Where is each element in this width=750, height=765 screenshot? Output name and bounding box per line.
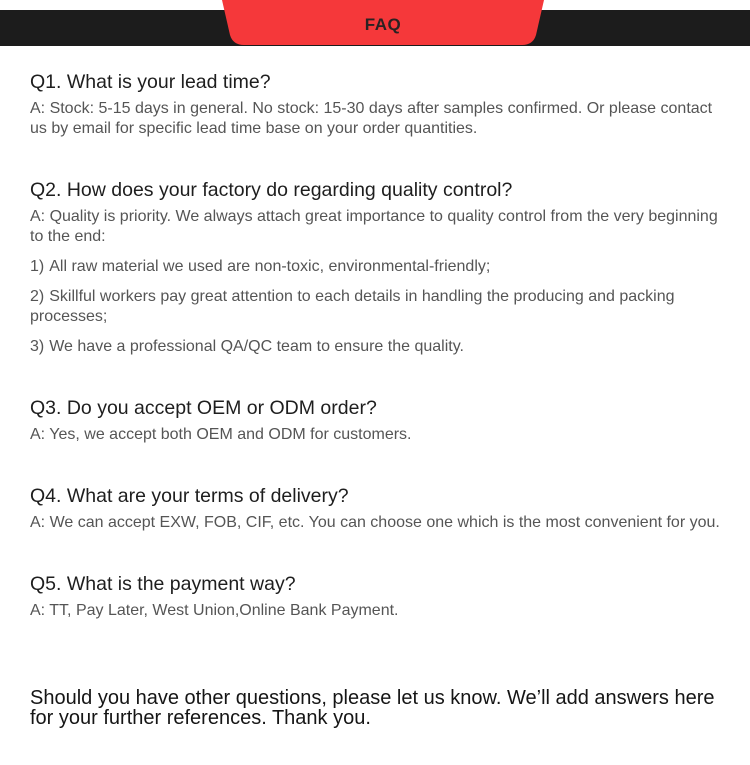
faq-item-4 (30, 484, 720, 533)
faq-list-item-text: All raw material we used are non-toxic, environmental-friendly; (49, 258, 491, 275)
faq-list-item-number: 1) (30, 258, 45, 275)
faq-list (30, 70, 720, 621)
faq-question: Q5. What is the payment way? (30, 573, 296, 595)
faq-list-item-text: We have a professional QA/QC team to ensure the quality. (49, 338, 464, 355)
faq-tab (222, 0, 544, 47)
faq-list-item (30, 257, 720, 277)
faq-question: Q1. What is your lead time? (30, 71, 271, 93)
faq-list-item-number: 2) (30, 288, 45, 305)
faq-answer: A: TT, Pay Later, West Union,Online Bank Payment. (30, 602, 399, 619)
faq-list-item (30, 337, 720, 357)
faq-item-3 (30, 396, 720, 445)
faq-item-2 (30, 178, 720, 357)
faq-list-item-number: 3) (30, 338, 45, 355)
faq-list-item-text: Skillful workers pay great attention to each details in handling the producing and packing processes; (30, 288, 675, 325)
faq-answer: A: Stock: 5-15 days in general. No stock: 15-30 days after samples confirmed. Or please contact us by email for specific lead time base on your order quantities. (30, 100, 713, 137)
faq-title: FAQ (364, 15, 402, 34)
faq-list-item (30, 287, 720, 327)
faq-item-1 (30, 70, 720, 139)
faq-answer: A: Quality is priority. We always attach great importance to quality control from the very beginning to the end: (30, 208, 718, 245)
faq-answer: A: We can accept EXW, FOB, CIF, etc. You can choose one which is the most convenient for you. (30, 514, 720, 531)
closing-note: Should you have other questions, please let us know. We’ll add answers here for your further references. Thank you. (30, 687, 715, 729)
faq-item-5 (30, 572, 720, 621)
faq-question: Q4. What are your terms of delivery? (30, 485, 349, 507)
faq-question: Q3. Do you accept OEM or ODM order? (30, 397, 377, 419)
faq-answer: A: Yes, we accept both OEM and ODM for customers. (30, 426, 412, 443)
faq-question: Q2. How does your factory do regarding quality control? (30, 179, 513, 201)
